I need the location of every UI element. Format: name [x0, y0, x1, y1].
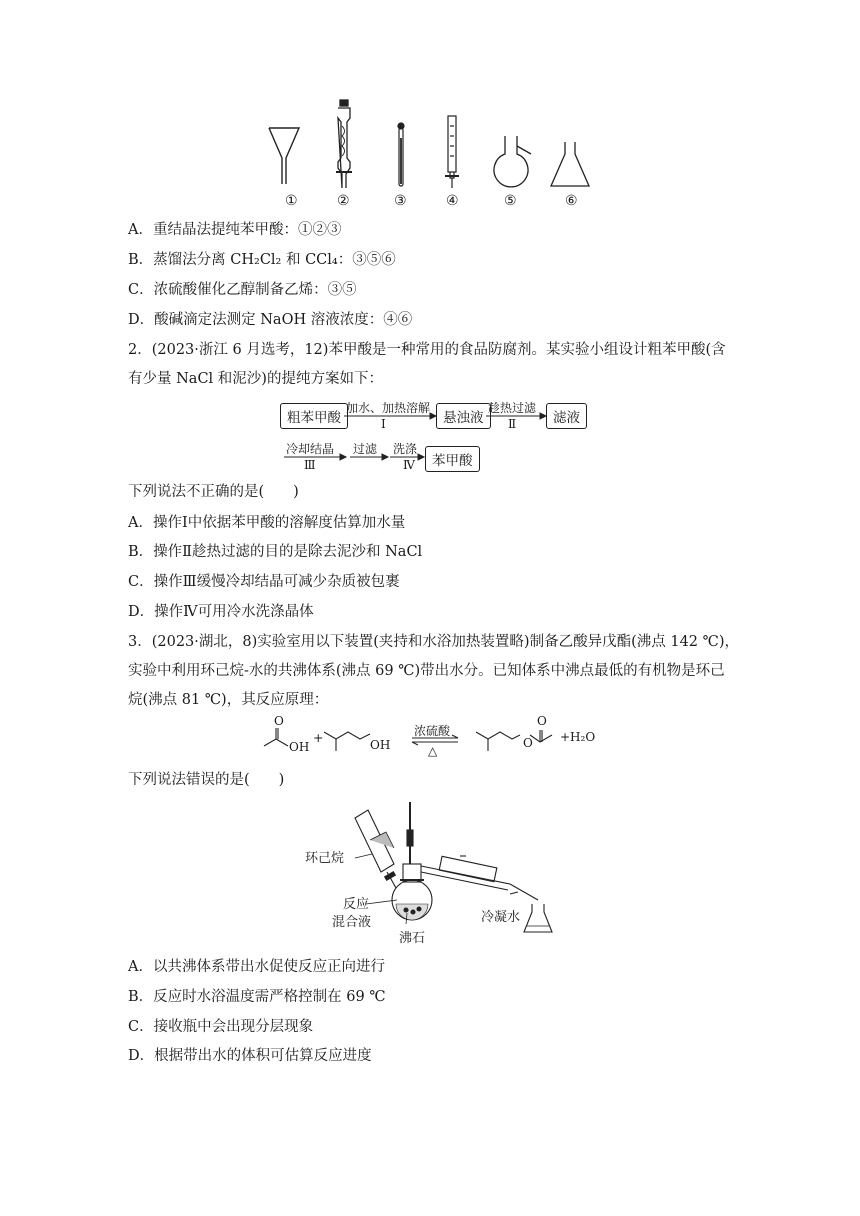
- flow-box-filtrate: 滤液: [546, 403, 587, 429]
- flow-box-suspension: 悬浊液: [436, 403, 491, 429]
- label-boiling-chip: 沸石: [399, 931, 426, 946]
- q3-stem: 下列说法错误的是( ): [128, 772, 285, 788]
- reaction-oh-acid: OH: [289, 740, 310, 754]
- apparatus-number: ①: [285, 193, 298, 209]
- conical-flask-icon: [551, 142, 589, 186]
- q3-option-a: A．以共沸体系带出水促使反应正向进行: [128, 959, 385, 975]
- reaction-oh-alcohol: OH: [370, 738, 391, 752]
- reaction-catalyst: 浓硫酸: [414, 724, 451, 738]
- reaction-heat: △: [428, 744, 438, 758]
- apparatus-number: ③: [394, 193, 407, 209]
- label-cold-water: 冷凝水: [481, 910, 521, 925]
- separatory-funnel-icon: [336, 100, 352, 188]
- flow-step1-roman: Ⅰ: [381, 417, 386, 431]
- reaction-o-carbonyl: O: [537, 714, 547, 728]
- q2-text-line2: 有少量 NaCl 和泥沙)的提纯方案如下：: [128, 371, 383, 387]
- apparatus-number: ⑤: [504, 193, 517, 209]
- reaction-water: +H₂O: [560, 730, 596, 744]
- q2-stem: 下列说法不正确的是( ): [128, 484, 299, 500]
- q1-option-d: D．酸碱滴定法测定 NaOH 溶液浓度：④⑥: [128, 312, 413, 328]
- apparatus-number: ②: [337, 193, 350, 209]
- q3-option-b: B．反应时水浴温度需严格控制在 69 ℃: [128, 989, 386, 1005]
- apparatus-number: ⑥: [565, 193, 578, 209]
- q2-option-b: B．操作Ⅱ趁热过滤的目的是除去泥沙和 NaCl: [128, 544, 423, 560]
- flow-step5-roman: Ⅳ: [403, 458, 415, 472]
- flow-arrows: [270, 400, 590, 475]
- flow-step3-label: 冷却结晶: [286, 442, 335, 456]
- flow-box-crude: 粗苯甲酸: [280, 403, 348, 429]
- distilling-flask-icon: [494, 136, 531, 187]
- q3-text-line3: 烷(沸点 81 ℃)，其反应原理：: [128, 692, 329, 708]
- flow-step3-roman: Ⅲ: [304, 458, 316, 472]
- flow-step4-label: 过滤: [353, 442, 378, 456]
- flow-step5-label: 洗涤: [393, 442, 418, 456]
- q3-option-c: C．接收瓶中会出现分层现象: [128, 1019, 314, 1035]
- q1-option-a: A．重结晶法提纯苯甲酸：①②③: [128, 222, 342, 238]
- flow-box-benzoic-acid: 苯甲酸: [425, 446, 480, 472]
- thermometer-icon: [398, 123, 404, 186]
- burette-icon: [445, 116, 459, 188]
- reaction-o-acid: O: [274, 714, 284, 728]
- reaction-o-ester: O: [523, 736, 533, 750]
- q2-option-a: A．操作Ⅰ中依据苯甲酸的溶解度估算加水量: [128, 515, 406, 531]
- q2-text-line1: 2．(2023·浙江 6 月选考，12)苯甲酸是一种常用的食品防腐剂。某实验小组设计粗苯甲酸(含: [128, 342, 726, 358]
- label-reaction: 反应: [343, 897, 370, 912]
- q1-option-b: B．蒸馏法分离 CH₂Cl₂ 和 CCl₄：③⑤⑥: [128, 252, 396, 268]
- apparatus-number: ④: [446, 193, 459, 209]
- q2-option-c: C．操作Ⅲ缓慢冷却结晶可减少杂质被包裹: [128, 574, 400, 590]
- label-mixture: 混合液: [332, 915, 372, 930]
- q1-option-c: C．浓硫酸催化乙醇制备乙烯：③⑤: [128, 282, 357, 298]
- q3-text-line2: 实验中利用环己烷-水的共沸体系(沸点 69 ℃)带出水分。已知体系中沸点最低的有机物是环己: [128, 663, 725, 679]
- funnel-icon: [269, 128, 299, 184]
- flow-step1-label: 加水、加热溶解: [346, 401, 431, 415]
- q3-text-line1: 3．(2023·湖北，8)实验室用以下装置(夹持和水浴加热装置略)制备乙酸异戊酯(沸点 142 ℃)，: [128, 634, 740, 650]
- apparatus-figure: [255, 98, 605, 193]
- reaction-plus: +: [313, 730, 324, 745]
- flow-step2-label: 趁热过滤: [488, 401, 537, 415]
- q2-option-d: D．操作Ⅳ可用冷水洗涤晶体: [128, 604, 314, 620]
- flow-step2-roman: Ⅱ: [508, 417, 517, 431]
- q3-option-d: D．根据带出水的体积可估算反应进度: [128, 1048, 372, 1064]
- label-cyclohexane: 环己烷: [305, 851, 345, 866]
